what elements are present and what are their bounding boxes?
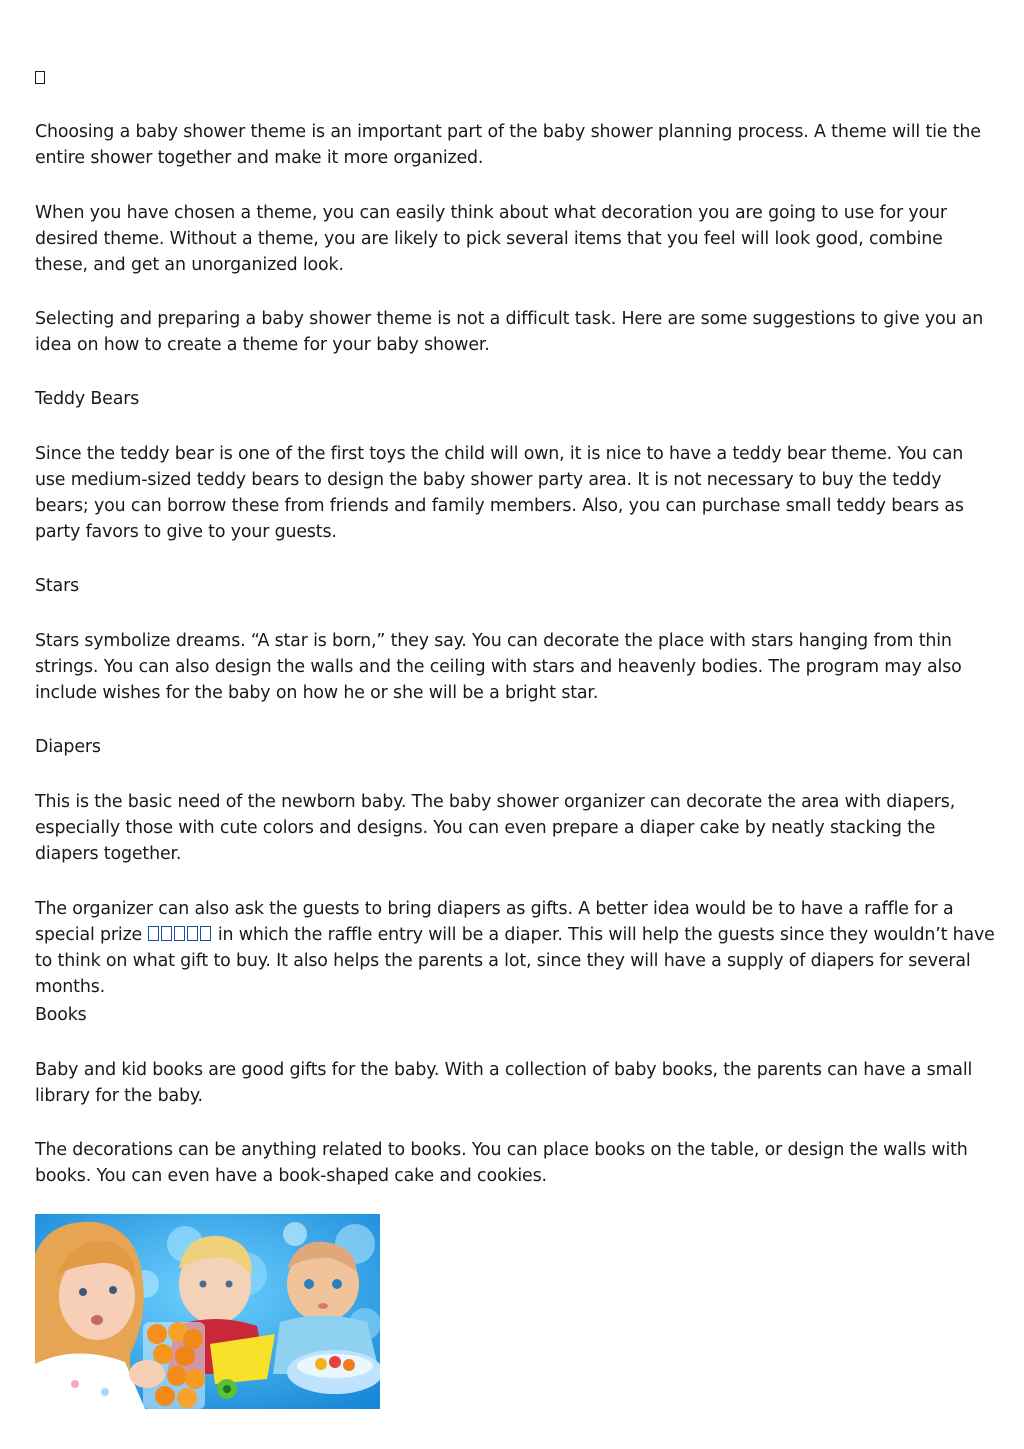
missing-glyph-box-icon: [174, 926, 185, 941]
raffle-prize-link[interactable]: [148, 925, 213, 945]
photo-illustration: [35, 1214, 380, 1409]
heading-stars: Stars: [35, 576, 79, 596]
missing-glyph-box-icon: [200, 926, 211, 941]
heading-diapers: Diapers: [35, 737, 101, 757]
missing-glyph-box-icon: [161, 926, 172, 941]
missing-glyph-icons: [148, 922, 213, 948]
children-with-doll-photo: [35, 1214, 380, 1409]
raffle-text-after: in which the raffle entry will be a diaper. This will help the guests since they wouldn’t have to think on what gift to buy. It also helps the parents a lot, since they will have a supply of diapers for several months.: [35, 925, 995, 997]
paragraph-books: Baby and kid books are good gifts for the baby. With a collection of baby books, the parents can have a small library for the baby.: [35, 1060, 973, 1106]
missing-glyph-box-icon: [187, 926, 198, 941]
paragraph-stars: Stars symbolize dreams. “A star is born,” they say. You can decorate the place with stars hanging from thin strings. You can also design the walls and the ceiling with stars and heavenly bodies. The program may also include wishes for the baby on how he or she will be a bright star.: [35, 631, 962, 703]
paragraph-diapers: This is the basic need of the newborn baby. The baby shower organizer can decorate the area with diapers, especially those with cute colors and designs. You can even prepare a diaper cake by neatly stacking the diapers together.: [35, 792, 956, 864]
missing-glyph-icon: [35, 68, 45, 86]
paragraph-teddy-bears: Since the teddy bear is one of the first toys the child will own, it is nice to have a teddy bear theme. You can use medium-sized teddy bears to design the baby shower party area. It is not necessary to buy the teddy bears; you can borrow these from friends and family members. Also, you can purchase small teddy bears as party favors to give to your guests.: [35, 444, 964, 542]
missing-glyph-box-icon: [148, 926, 159, 941]
paragraph-intro: Choosing a baby shower theme is an important part of the baby shower planning process. A theme will tie the entire shower together and make it more organized.: [35, 122, 981, 168]
raffle-text-before: The organizer can also ask the guests to bring diapers as gifts. A better idea would be to have a raffle for a special prize: [35, 899, 954, 945]
paragraph-theme-decoration: When you have chosen a theme, you can easily think about what decoration you are going to use for your desired theme. Without a theme, you are likely to pick several items that you feel will look good, combine these, and get an unorganized look.: [35, 203, 947, 275]
heading-teddy-bears: Teddy Bears: [35, 389, 140, 409]
paragraph-suggestions: Selecting and preparing a baby shower theme is not a difficult task. Here are some suggestions to give you an idea on how to create a theme for your baby shower.: [35, 309, 984, 355]
paragraph-book-decorations: The decorations can be anything related to books. You can place books on the table, or design the walls with books. You can even have a book-shaped cake and cookies.: [35, 1140, 968, 1186]
heading-books: Books: [35, 1005, 87, 1025]
paragraph-raffle: [35, 896, 995, 1000]
